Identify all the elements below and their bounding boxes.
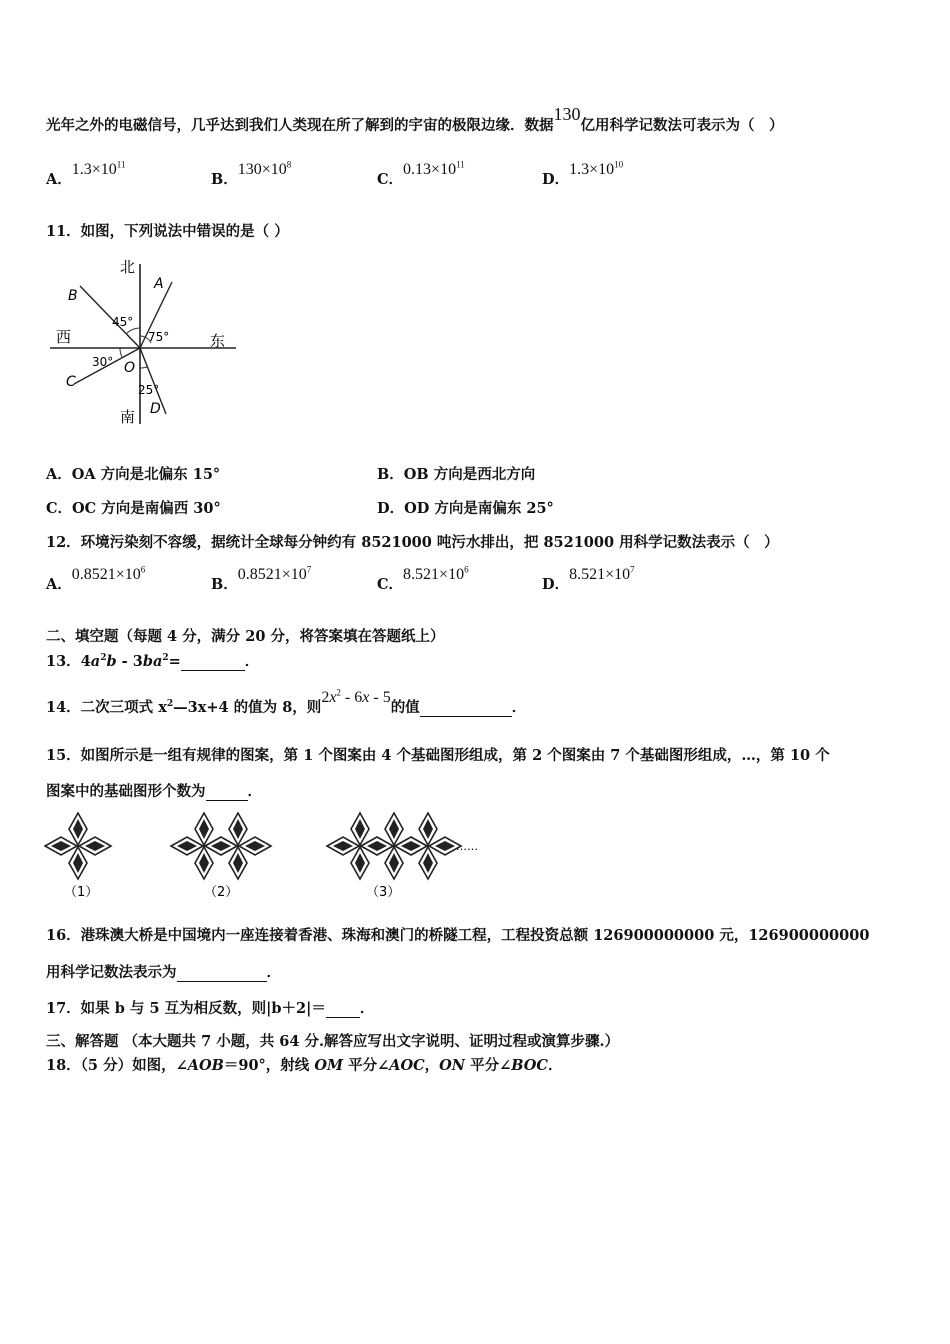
section-3-heading: 三、解答题 （本大题共 7 小题，共 64 分.解答应写出文字说明、证明过程或演算步骤.） bbox=[46, 1033, 620, 1050]
q17-answer-blank[interactable] bbox=[326, 1000, 360, 1018]
q18: 18．（5 分）如图，∠AOB＝90°，射线 OM 平分∠AOC，ON 平分∠BOC． bbox=[46, 1057, 563, 1074]
q15-line1: 15．如图所示是一组有规律的图案，第 1 个图案由 4 个基础图形组成，第 2 个图案由 7 个基础图形组成，…，第 10 个 bbox=[46, 747, 830, 764]
section-2-heading: 二、填空题（每题 4 分，满分 20 分，将答案填在答题纸上） bbox=[46, 628, 445, 645]
label-west: 西 bbox=[56, 328, 72, 346]
q17: 17．如果 b 与 5 互为相反数，则|b＋2|＝ ． bbox=[46, 1000, 375, 1017]
q10-option-d: D．$1.3\times 10^{10}$ bbox=[542, 159, 624, 188]
q12-option-a: A．$0.8521\times 10^6$ bbox=[46, 564, 146, 593]
q14-answer-blank[interactable] bbox=[420, 699, 512, 717]
pattern-2 bbox=[171, 813, 271, 879]
q11-compass-figure bbox=[50, 256, 250, 428]
label-east: 东 bbox=[210, 332, 226, 350]
q10-option-a: A．$1.3\times 10^{11}$ bbox=[46, 159, 126, 188]
q12-option-c: C．$8.521\times 10^6$ bbox=[377, 564, 469, 593]
q10-number: 130 bbox=[553, 104, 581, 124]
pattern-dots: …… bbox=[456, 840, 478, 853]
pattern-label-3: （3） bbox=[366, 885, 401, 900]
q10-option-c: C．$0.13\times 10^{11}$ bbox=[377, 159, 465, 188]
q10-option-b: B．$130\times 10^8$ bbox=[211, 159, 292, 188]
arc-30 bbox=[120, 348, 122, 357]
q10-stem: 光年之外的电磁信号，几乎达到我们人类现在所了解到的宇宙的极限边缘．数据130亿用科学记数法可表示为（ ） bbox=[46, 104, 784, 134]
q14-expression: $2x^2 - 6x - 5$ bbox=[321, 687, 391, 706]
label-25: 25° bbox=[138, 383, 160, 397]
q16-line1: 16．港珠澳大桥是中国境内一座连接着香港、珠海和澳门的桥隧工程，工程投资总额 126900000000 元，126900000000 bbox=[46, 927, 870, 944]
q13: 13．$4a^2b - 3ba^2=$ ． bbox=[46, 653, 260, 670]
label-c: C bbox=[66, 374, 76, 390]
pattern-label-1: （1） bbox=[64, 885, 99, 900]
pattern-1 bbox=[45, 813, 111, 879]
label-d: D bbox=[150, 401, 161, 417]
arc-25 bbox=[140, 367, 147, 368]
q11-stem: 11．如图，下列说法中错误的是（ ） bbox=[46, 223, 289, 240]
label-north: 北 bbox=[120, 258, 136, 276]
q12-option-d: D．$8.521\times 10^7$ bbox=[542, 564, 635, 593]
q16-line2: 用科学记数法表示为 ． bbox=[46, 964, 281, 981]
label-a: A bbox=[154, 276, 164, 292]
q11-option-b: B．OB 方向是西北方向 bbox=[377, 466, 536, 483]
q11-option-a: A．OA 方向是北偏东 15° bbox=[46, 466, 221, 483]
q12-stem: 12．环境污染刻不容缓，据统计全球每分钟约有 8521000 吨污水排出，把 8521000 用科学记数法表示（ ） bbox=[46, 534, 779, 551]
q12-option-b: B．$0.8521\times 10^7$ bbox=[211, 564, 312, 593]
q15-answer-blank[interactable] bbox=[206, 783, 248, 801]
q15-pattern-figure bbox=[44, 810, 484, 902]
label-b: B bbox=[68, 288, 78, 304]
label-30: 30° bbox=[92, 355, 114, 369]
q14: 14．二次三项式 $x^2—3x+4$ 的值为 8，则$2x^2 - 6x - 5$的值 ． bbox=[46, 687, 527, 716]
pattern-label-2: （2） bbox=[204, 885, 239, 900]
q11-option-d: D．OD 方向是南偏东 25° bbox=[377, 500, 554, 517]
pattern-3 bbox=[327, 813, 461, 879]
label-45: 45° bbox=[112, 315, 134, 329]
q11-option-c: C．OC 方向是南偏西 30° bbox=[46, 500, 221, 517]
q16-answer-blank[interactable] bbox=[177, 964, 267, 982]
label-south: 南 bbox=[120, 408, 136, 426]
label-o: O bbox=[124, 360, 136, 376]
q13-answer-blank[interactable] bbox=[181, 653, 245, 671]
label-75: 75° bbox=[148, 330, 170, 344]
q15-line2: 图案中的基础图形个数为 ． bbox=[46, 783, 262, 800]
